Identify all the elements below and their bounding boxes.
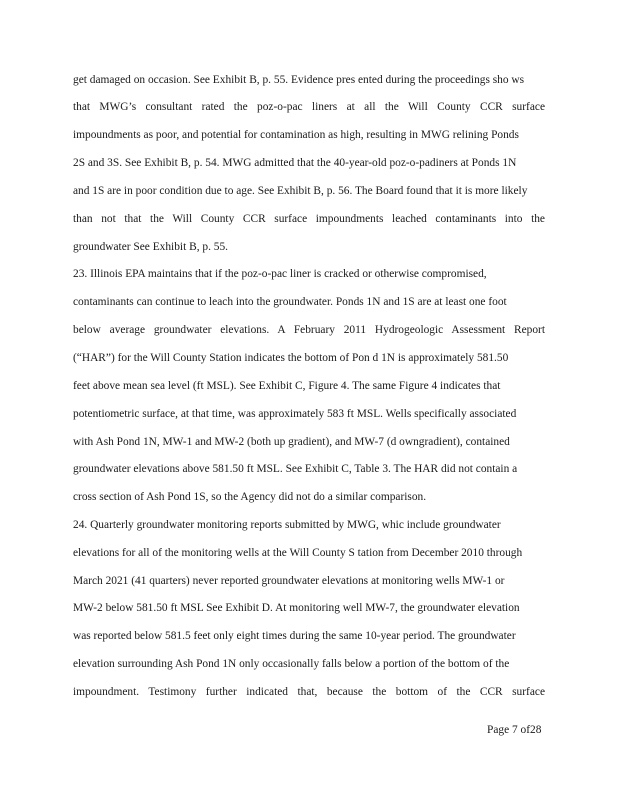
- text-line-20: [73, 601, 520, 615]
- line-22-text: elevation surrounding Ash Pond 1N only occasionally falls below a portion of the bottom of the: [73, 658, 510, 670]
- line-12-text: feet above mean sea level (ft MSL). See Exhibit C, Figure 4. The same Figure 4 indicates that: [73, 380, 501, 392]
- line-15-text: groundwater elevations above 581.50 ft MSL. See Exhibit C, Table 3. The HAR did not contain a: [73, 463, 518, 475]
- line-13-text: potentiometric surface, at that time, was approximately 583 ft MSL. Wells specifically associated: [73, 408, 517, 420]
- text-line-17: [73, 518, 501, 532]
- line-20-text: MW-2 below 581.50 ft MSL See Exhibit D. At monitoring well MW-7, the groundwater elevation: [73, 602, 520, 614]
- page-number-text: Page 7 of28: [487, 724, 542, 736]
- text-line-22: [73, 657, 509, 671]
- line-10-text: below average groundwater elevations. A February 2011 Hydrogeologic Assessment Report: [73, 324, 545, 336]
- page-number: [487, 723, 541, 737]
- text-line-12: [73, 379, 500, 393]
- text-line-21: [73, 629, 516, 643]
- line-7-text: groundwater See Exhibit B, p. 55.: [73, 241, 229, 253]
- text-line-6: [73, 212, 545, 226]
- line-8-text: 23. Illinois EPA maintains that if the poz-o-pac liner is cracked or otherwise compromised,: [73, 268, 487, 280]
- text-line-19: [73, 574, 504, 588]
- text-line-13: [73, 407, 516, 421]
- text-line-18: [73, 546, 522, 560]
- text-line-5: [73, 184, 527, 198]
- line-9-text: contaminants can continue to leach into the groundwater. Ponds 1N and 1S are at least one foot: [73, 296, 507, 308]
- line-3-text: impoundments as poor, and potential for contamination as high, resulting in MWG relining Ponds: [73, 129, 519, 141]
- line-6-text: than not that the Will County CCR surface impoundments leached contaminants into the: [73, 213, 545, 225]
- text-line-16: [73, 490, 426, 504]
- line-2-text: that MWG’s consultant rated the poz-o-pac liners at all the Will County CCR surface: [73, 101, 545, 113]
- line-5-text: and 1S are in poor condition due to age. See Exhibit B, p. 56. The Board found that it is more likely: [73, 185, 528, 197]
- line-21-text: was reported below 581.5 feet only eight times during the same 10-year period. The groundwater: [73, 630, 516, 642]
- text-line-3: [73, 128, 519, 142]
- text-line-1: [73, 73, 524, 87]
- line-18-text: elevations for all of the monitoring wells at the Will County S tation from December 2010 through: [73, 547, 523, 559]
- line-11-text: (“HAR”) for the Will County Station indicates the bottom of Pon d 1N is approximately 581.50: [73, 352, 509, 364]
- line-14-text: with Ash Pond 1N, MW-1 and MW-2 (both up gradient), and MW-7 (d owngradient), contained: [73, 436, 510, 448]
- text-line-14: [73, 435, 510, 449]
- text-line-4: [73, 156, 516, 170]
- text-line-8: [73, 267, 487, 281]
- line-4-text: 2S and 3S. See Exhibit B, p. 54. MWG admitted that the 40-year-old poz-o-padiners at Ponds 1N: [73, 157, 517, 169]
- text-line-10: [73, 323, 545, 337]
- text-line-2: [73, 100, 545, 114]
- line-16-text: cross section of Ash Pond 1S, so the Agency did not do a similar comparison.: [73, 491, 427, 503]
- text-line-23: [73, 685, 545, 699]
- line-17-text: 24. Quarterly groundwater monitoring reports submitted by MWG, whic include groundwater: [73, 519, 501, 531]
- text-line-9: [73, 295, 507, 309]
- text-line-15: [73, 462, 517, 476]
- line-23-text: impoundment. Testimony further indicated that, because the bottom of the CCR surface: [73, 686, 545, 698]
- line-1-text: get damaged on occasion. See Exhibit B, p. 55. Evidence pres ented during the proceedings sho ws: [73, 74, 525, 86]
- text-line-11: [73, 351, 508, 365]
- text-line-7: [73, 240, 228, 254]
- line-19-text: March 2021 (41 quarters) never reported groundwater elevations at monitoring wells MW-1 or: [73, 575, 505, 587]
